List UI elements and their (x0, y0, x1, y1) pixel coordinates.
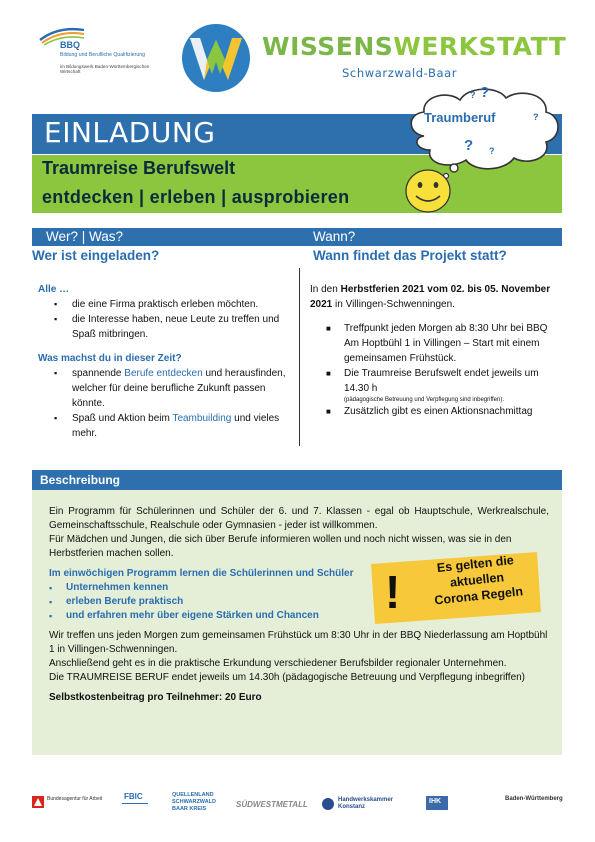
list-item: ■ Zusätzlich gibt es einen Aktionsnachmittag (310, 404, 560, 419)
handwerk-icon (322, 798, 334, 810)
wissenswerkstatt-subtitle: Schwarzwald-Baar (342, 66, 458, 80)
banner-subtitle-1: Traumreise Berufswelt (42, 158, 236, 178)
list-item: ▪ Unternehmen kennen (49, 581, 549, 595)
logo-text: FBIC (124, 792, 143, 801)
item-text: Spaß und Aktion beim (72, 413, 173, 424)
exclamation-mark: ! (385, 566, 401, 618)
bbq-name: BBQ (60, 40, 80, 50)
when-intro (310, 282, 560, 312)
item-text: und vieles mehr. (72, 413, 280, 439)
list-item: ▪ die Interesse haben, neue Leute zu treffen und Spaß mitbringen. (38, 312, 288, 342)
item-note: (pädagogische Betreuung und Verpflegung sind inbegriffen). (344, 397, 505, 403)
when-label: Wann? (313, 229, 356, 244)
program-heading: Im einwöchigen Programm lernen die Schülerinnen und Schüler (49, 568, 354, 579)
smiley-icon (404, 168, 452, 214)
description-paragraph: Für Mädchen und Jungen, die sich über Berufe informieren wollen und noch nicht wissen, was sie in den Herbstferien machen sollen. (49, 534, 512, 559)
description-paragraph: Anschließend geht es in die praktische Erkundung verschiedener Berufsbilder regionaler Unternehmen. (49, 658, 507, 669)
banner-title: EINLADUNG (44, 116, 216, 149)
who-what-label: Wer? | Was? (46, 229, 124, 244)
banner-divider (32, 213, 562, 214)
description-paragraph: Wir treffen uns jeden Morgen zum gemeinsamen Frühstück um 8:30 Uhr in der BBQ Niederlassung am Hoptbühl 1 in Villingen-Schwenningen. (49, 630, 548, 655)
alle-heading: Alle … (38, 284, 70, 295)
list-item: ▪ und erfahren mehr über eigene Stärken und Chancen (49, 609, 549, 623)
when-heading: Wann findet das Projekt statt? (313, 248, 507, 263)
arbeitsagentur-icon (32, 796, 44, 808)
description-paragraph: Ein Programm für Schülerinnen und Schüler der 6. und 7. Klassen - egal ob Hauptschule, Werkrealschule, Gemeinschaftsschule, Realschule oder Gymnasien - jeder ist willkommen. (49, 506, 549, 531)
cloud-text (424, 110, 496, 125)
when-dates: Herbstferien 2021 vom 02. bis 05. November 2021 (310, 284, 551, 310)
column-divider (299, 268, 300, 446)
who-column (38, 282, 288, 441)
when-column (310, 282, 560, 419)
footer-logo-bw (505, 790, 563, 820)
was-list (38, 366, 288, 441)
logo-text: Bundesagentur für Arbeit (47, 796, 103, 802)
list-item (310, 366, 560, 404)
item-text: und herausfinden, welcher für deine berufliche Zukunft passen könnte. (72, 368, 286, 409)
description-label: Beschreibung (40, 473, 121, 487)
question-mark: ? (480, 84, 490, 101)
banner-subtitle-2: entdecken | erleben | ausprobieren (42, 187, 350, 207)
question-mark: ? (489, 146, 495, 156)
footer-logo-handwerkskammer (322, 790, 408, 820)
footer-logo-suedwestmetall (236, 790, 308, 820)
logo-text: IHK (429, 798, 442, 805)
list-item (38, 411, 288, 441)
list-item: ▪ erleben Berufe praktisch (49, 595, 549, 609)
footer-logo-fbic (118, 790, 170, 820)
when-pre: In den (310, 284, 341, 295)
when-list (310, 321, 560, 419)
who-heading: Wer ist eingeladen? (32, 248, 160, 263)
item-text: Die Traumreise Berufswelt endet jeweils um 14.30 h (344, 368, 539, 394)
question-mark: ? (470, 90, 476, 100)
cloud-word: Traumberuf (424, 110, 496, 125)
list-item: ■ Treffpunkt jeden Morgen ab 8:30 Uhr bei BBQ Am Hoptbühl 1 in Villingen – Start mit einem gemeinsamen Frühstück. (310, 321, 560, 366)
item-text: spannende (72, 368, 125, 379)
highlight-text: Berufe entdecken (124, 368, 203, 379)
title-part-1: WISSENS (262, 32, 394, 61)
description-paragraph: Die TRAUMREISE BERUF endet jeweils um 14.30h (pädagogische Betreuung und Verpflegung inbegriffen) (49, 672, 526, 683)
title-part-2: WERKSTATT (393, 32, 567, 61)
footer-logo-arbeitsagentur (32, 790, 110, 820)
highlight-text: Teambuilding (172, 413, 232, 424)
corona-line: aktuellen (449, 570, 505, 590)
question-mark: ? (464, 137, 474, 154)
bbq-subtitle: Bildung und Berufliche Qualifizierung (60, 52, 146, 58)
logo-text: Baden-Württemberg (505, 796, 563, 802)
list-item: ▪ die eine Firma praktisch erleben möchten. (38, 297, 288, 312)
was-heading: Was machst du in dieser Zeit? (38, 353, 182, 364)
footer-logo-ihk (426, 790, 492, 820)
corona-line: Corona Regeln (433, 584, 524, 608)
bbq-logo (38, 24, 148, 94)
logo-text: QUELLENLAND SCHWARZWALD BAAR KREIS (172, 792, 216, 812)
wissenswerkstatt-title (262, 32, 566, 61)
wissenswerkstatt-emblem-icon (180, 22, 252, 94)
question-mark: ? (533, 112, 539, 122)
fee-text: Selbstkostenbeitrag pro Teilnehmer: 20 Euro (49, 692, 262, 703)
logo-text: SÜDWESTMETALL (236, 800, 308, 809)
bbq-subtitle-2: im Bildungswerk Baden-Württembergischen Wirtschaft (60, 64, 150, 75)
logo-text: Handwerkskammer Konstanz (338, 797, 394, 810)
footer-logo-quellenland (172, 790, 228, 820)
corona-line: Es gelten die (436, 553, 515, 576)
alle-list (38, 297, 288, 342)
list-item (38, 366, 288, 411)
when-post: in Villingen-Schwenningen. (332, 299, 455, 310)
